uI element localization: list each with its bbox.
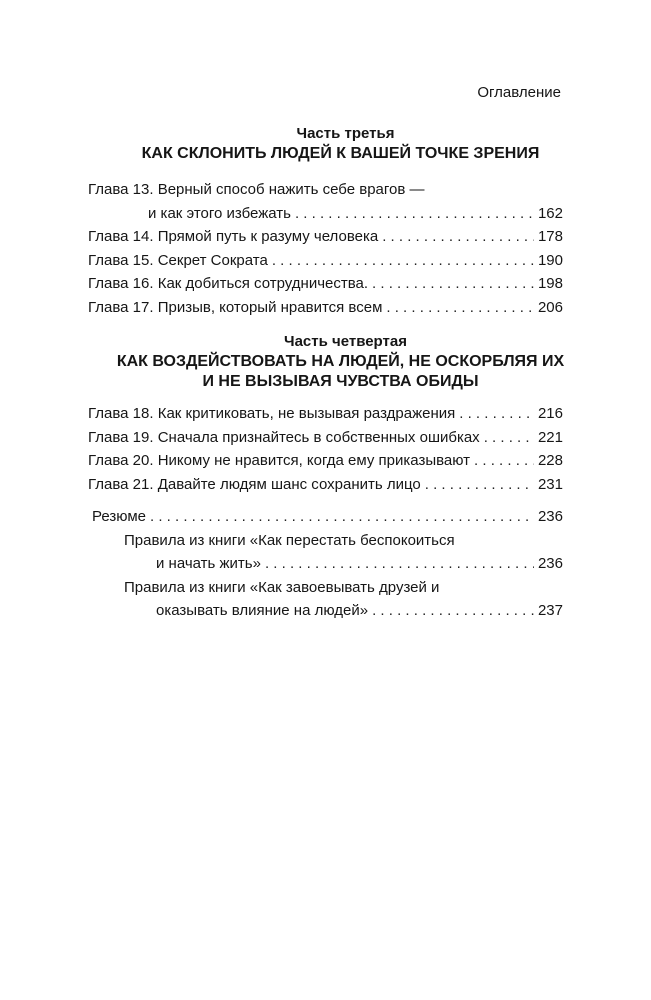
dot-leader <box>272 249 534 273</box>
dot-leader <box>386 296 534 320</box>
toc-entry-title: Глава 15. Секрет Сократа <box>88 251 268 269</box>
toc-page-number: 221 <box>537 428 563 446</box>
toc-section-part-4 <box>88 402 563 496</box>
part-label: Часть третья <box>296 125 395 142</box>
toc-entry[interactable] <box>88 202 563 226</box>
dot-leader <box>382 225 534 249</box>
toc-entry-summary[interactable] <box>88 505 563 529</box>
dot-leader <box>484 426 534 450</box>
toc-entry-title: Глава 18. Как критиковать, не вызывая раздражения <box>88 405 456 422</box>
toc-page-number: 237 <box>537 602 563 619</box>
part-title: КАК СКЛОНИТЬ ЛЮДЕЙ К ВАШЕЙ ТОЧКЕ ЗРЕНИЯ <box>141 145 540 162</box>
dot-leader <box>372 272 534 296</box>
toc-entry-title: и начать жить» <box>156 555 261 572</box>
toc-page-number: 198 <box>537 275 563 292</box>
toc-entry-title: и как этого избежать <box>148 204 291 222</box>
part-heading-3 <box>0 124 651 164</box>
toc-section-part-3 <box>88 178 563 319</box>
part-title: КАК ВОЗДЕЙСТВОВАТЬ НА ЛЮДЕЙ, НЕ ОСКОРБЛЯЯ ИХ <box>116 353 565 370</box>
toc-entry-title: Глава 20. Никому не нравится, когда ему приказывают <box>88 452 471 469</box>
toc-entry[interactable] <box>88 599 563 623</box>
dot-leader <box>459 402 534 426</box>
toc-entry[interactable] <box>88 296 563 320</box>
toc-page-number: 231 <box>537 475 563 493</box>
toc-entry[interactable] <box>88 249 563 273</box>
toc-entry[interactable] <box>88 426 563 450</box>
toc-entry[interactable] <box>88 225 563 249</box>
toc-entry-title: Глава 14. Прямой путь к разуму человека <box>88 228 379 245</box>
toc-page-number: 236 <box>537 555 563 572</box>
toc-entry-title: Резюме <box>92 508 146 525</box>
toc-section-summary <box>88 505 563 623</box>
toc-entry-line: Правила из книги «Как перестать беспокоиться <box>124 531 455 549</box>
toc-entry[interactable] <box>88 473 563 497</box>
toc-page-number: 190 <box>537 251 563 269</box>
toc-entry-line: Правила из книги «Как завоевывать друзей и <box>124 578 440 596</box>
toc-page-number: 178 <box>537 228 563 245</box>
part-heading-4 <box>0 332 651 392</box>
toc-page-number: 206 <box>537 298 563 316</box>
toc-entry[interactable] <box>88 552 563 576</box>
toc-page-number: 236 <box>537 508 563 525</box>
dot-leader <box>425 473 534 497</box>
toc-entry-title: Глава 19. Сначала признайтесь в собственных ошибках <box>88 428 480 446</box>
dot-leader <box>265 552 534 576</box>
toc-entry[interactable] <box>88 272 563 296</box>
toc-entry-title: Глава 17. Призыв, который нравится всем <box>88 298 383 316</box>
toc-entry[interactable] <box>88 449 563 473</box>
toc-page-number: 162 <box>537 204 563 222</box>
toc-entry-line: Глава 13. Верный способ нажить себе врагов — <box>88 181 425 198</box>
running-header: Оглавление <box>477 84 561 101</box>
dot-leader <box>150 505 534 529</box>
toc-entry[interactable] <box>88 402 563 426</box>
toc-entry-title: оказывать влияние на людей» <box>156 602 369 619</box>
toc-entry-title: Глава 16. Как добиться сотрудничества. <box>88 275 369 292</box>
part-label: Часть четвертая <box>284 333 407 350</box>
dot-leader <box>372 599 534 623</box>
toc-page-number: 216 <box>537 405 563 422</box>
dot-leader <box>474 449 534 473</box>
part-title-line-2: И НЕ ВЫЗЫВАЯ ЧУВСТВА ОБИДЫ <box>202 373 479 390</box>
toc-entry-title: Глава 21. Давайте людям шанс сохранить лицо <box>88 475 421 493</box>
toc-page-number: 228 <box>537 452 563 469</box>
dot-leader <box>295 202 534 226</box>
